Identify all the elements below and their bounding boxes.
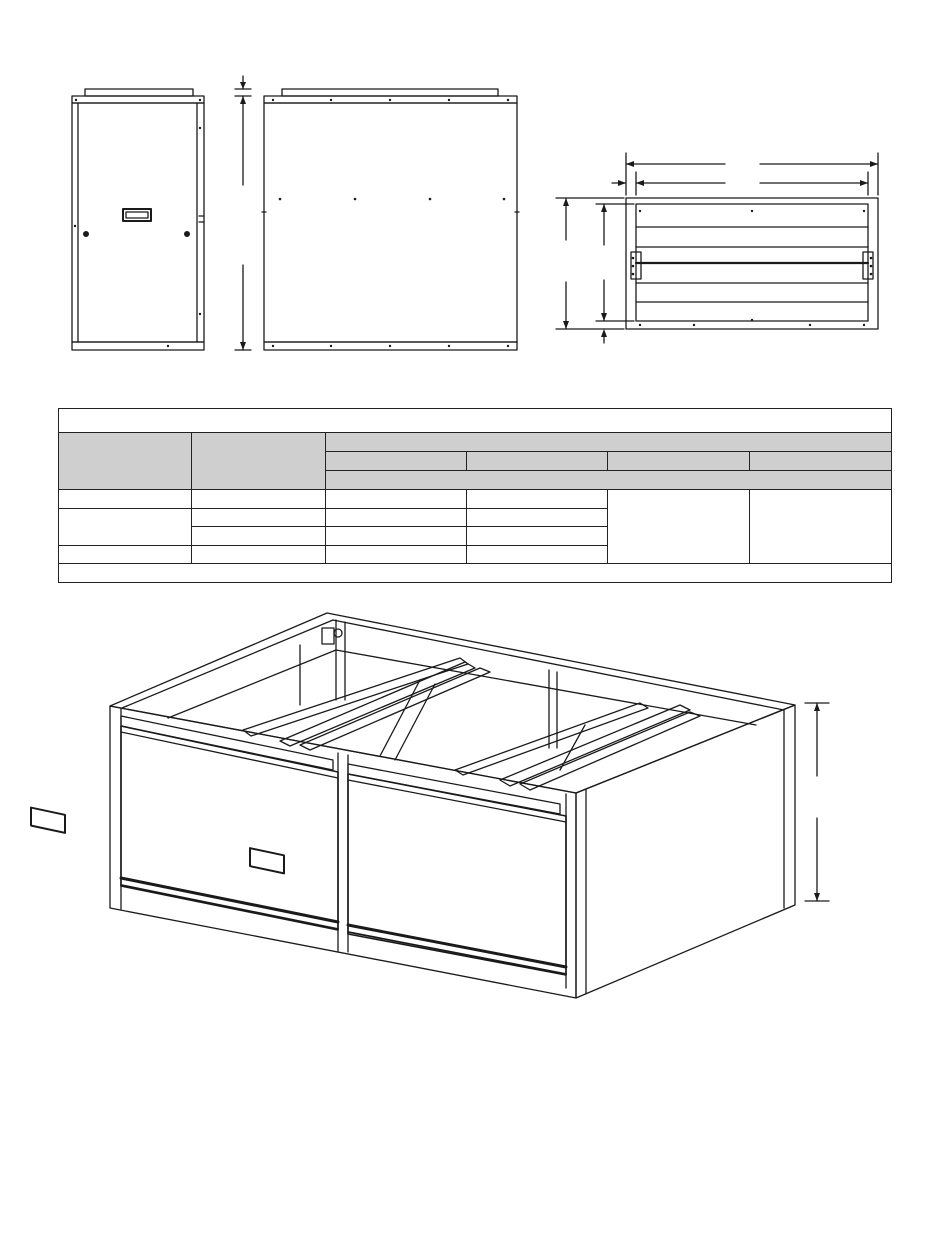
merged-cell	[750, 490, 892, 564]
unit-front-view	[72, 89, 204, 350]
table-cell	[326, 546, 467, 564]
table-cell	[326, 509, 467, 527]
table-cell	[192, 546, 326, 564]
front-height-dimension	[235, 76, 251, 350]
column-header-model	[59, 433, 192, 490]
sub-header	[467, 452, 608, 471]
spec-table-title	[59, 409, 892, 433]
spec-table	[58, 408, 892, 583]
column-group-header	[326, 433, 892, 452]
top-view-dimensions	[556, 153, 878, 343]
filter-cabinet-isometric	[31, 613, 795, 998]
sub-header	[326, 452, 467, 471]
spec-table-footnote	[59, 564, 892, 583]
sub-header	[750, 452, 892, 471]
table-cell	[192, 527, 326, 546]
table-cell	[467, 527, 608, 546]
unit-top-view	[626, 198, 878, 329]
table-cell	[192, 509, 326, 527]
column-header-size	[192, 433, 326, 490]
table-cell	[59, 509, 192, 546]
sub-header	[608, 452, 750, 471]
table-cell	[192, 490, 326, 509]
cabinet-height-dimension	[805, 703, 829, 901]
table-cell	[467, 546, 608, 564]
table-cell	[326, 527, 467, 546]
units-row	[326, 471, 892, 490]
table-cell	[59, 546, 192, 564]
unit-side-view	[262, 89, 519, 350]
table-cell	[59, 490, 192, 509]
table-cell	[467, 490, 608, 509]
table-cell	[326, 490, 467, 509]
merged-cell	[608, 490, 750, 564]
table-cell	[467, 509, 608, 527]
